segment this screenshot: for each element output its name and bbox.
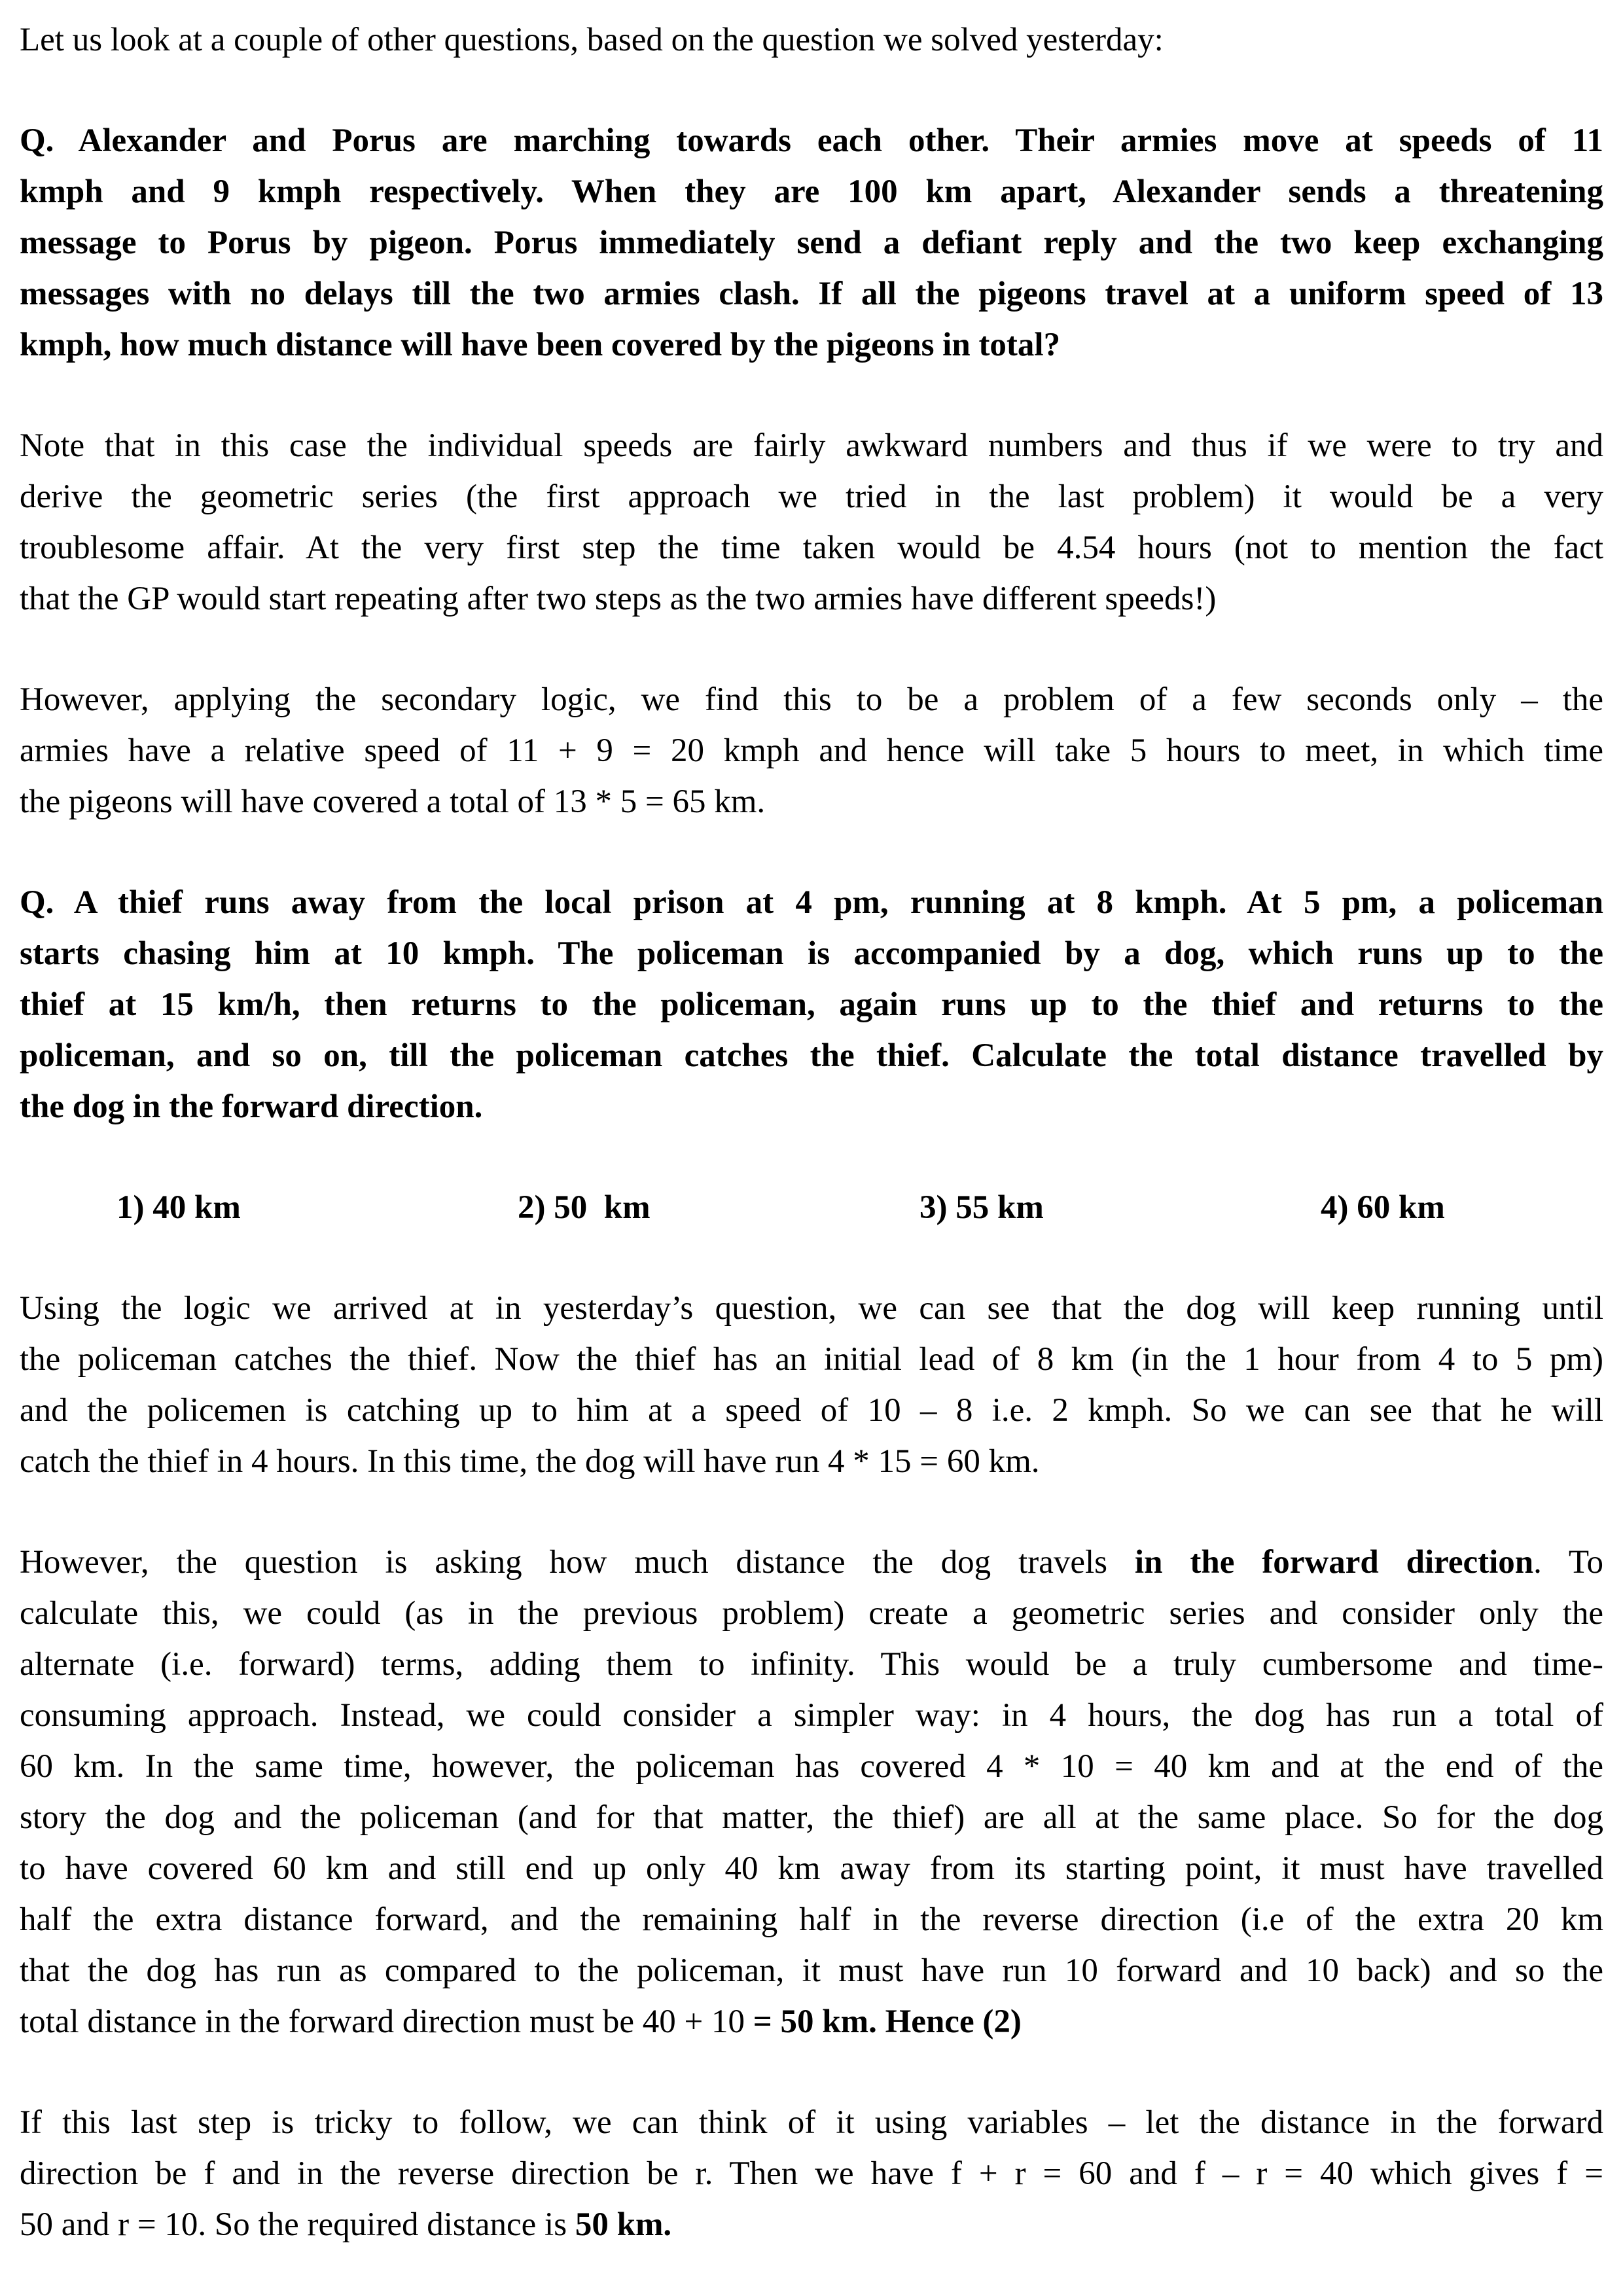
text-line xyxy=(20,471,1603,522)
text-run: troublesome affair. At the very first step the time taken would be 4.54 hours (not to mention the fact xyxy=(20,529,1603,566)
text-run: total distance in the forward direction must be 40 + 10 xyxy=(20,2003,753,2040)
text-line xyxy=(20,1283,1603,1334)
text-line xyxy=(20,14,1603,65)
option-2: 2) 50 km xyxy=(518,1189,651,1226)
text-run: kmph and 9 kmph respectively. When they are 100 km apart, Alexander sends a threatening xyxy=(20,173,1603,210)
text-run: If this last step is tricky to follow, we can think of it using variables – let the distance in the forward xyxy=(20,2104,1603,2141)
text-line xyxy=(20,319,1603,370)
text-run: the pigeons will have covered a total of 13 * 5 = 65 km. xyxy=(20,783,766,820)
text-line xyxy=(20,1639,1603,1690)
note-geometric-series xyxy=(20,420,1603,624)
text-line xyxy=(20,1741,1603,1792)
text-run: catch the thief in 4 hours. In this time, the dog will have run 4 * 15 = 60 km. xyxy=(20,1443,1040,1480)
text-run: 60 km. In the same time, however, the policeman has covered 4 * 10 = 40 km and at the end of the xyxy=(20,1748,1603,1785)
text-run: message to Porus by pigeon. Porus immediately send a defiant reply and the two keep exchanging xyxy=(20,224,1603,261)
text-line xyxy=(20,674,1603,725)
text-line xyxy=(20,1030,1603,1081)
text-run: Let us look at a couple of other questions, based on the question we solved yesterday: xyxy=(20,22,1164,58)
text-run: to have covered 60 km and still end up only 40 km away from its starting point, it must have travelled xyxy=(20,1850,1603,1887)
text-run: armies have a relative speed of 11 + 9 = 20 kmph and hence will take 5 hours to meet, in which time xyxy=(20,732,1603,769)
text-run: policeman, and so on, till the policeman catches the thief. Calculate the total distance travelled by xyxy=(20,1037,1603,1074)
text-line xyxy=(20,1334,1603,1385)
text-run: . To xyxy=(1533,1544,1604,1581)
text-run: 50 and r = 10. So the required distance is xyxy=(20,2206,575,2243)
solution-forward-distance xyxy=(20,1537,1603,2047)
text-run: Note that in this case the individual speeds are fairly awkward numbers and thus if we were to try and xyxy=(20,427,1603,464)
text-line xyxy=(20,776,1603,827)
question-dog xyxy=(20,877,1603,1132)
text-line xyxy=(20,1690,1603,1741)
text-run: the policeman catches the thief. Now the thief has an initial lead of 8 km (in the 1 hour from 4 to 5 pm) xyxy=(20,1341,1603,1378)
text-run: the dog in the forward direction. xyxy=(20,1088,483,1125)
text-line xyxy=(20,1588,1603,1639)
text-line xyxy=(20,1436,1603,1487)
text-line xyxy=(20,1792,1603,1843)
text-run: half the extra distance forward, and the remaining half in the reverse direction (i.e of the extra 20 km xyxy=(20,1901,1603,1938)
text-run: starts chasing him at 10 kmph. The policeman is accompanied by a dog, which runs up to the xyxy=(20,935,1603,972)
text-line xyxy=(20,1945,1603,1996)
text-run: messages with no delays till the two armies clash. If all the pigeons travel at a uniform speed of 13 xyxy=(20,276,1603,312)
answer-options xyxy=(20,1182,1603,1233)
option-4: 4) 60 km xyxy=(1321,1189,1445,1226)
option-3: 3) 55 km xyxy=(919,1189,1044,1226)
text-run: alternate (i.e. forward) terms, adding them to infinity. This would be a truly cumbersome and time- xyxy=(20,1646,1603,1683)
secondary-logic-paragraph xyxy=(20,674,1603,827)
text-line xyxy=(20,2097,1603,2148)
option-1: 1) 40 km xyxy=(116,1189,241,1226)
text-run: Q. A thief runs away from the local prison at 4 pm, running at 8 kmph. At 5 pm, a policeman xyxy=(20,884,1603,921)
text-line xyxy=(20,1537,1603,1588)
text-run: that the GP would start repeating after two steps as the two armies have different speeds!) xyxy=(20,581,1217,617)
text-line xyxy=(20,268,1603,319)
text-line xyxy=(20,522,1603,573)
text-line xyxy=(20,166,1603,217)
text-run: calculate this, we could (as in the previous problem) create a geometric series and consider only the xyxy=(20,1595,1603,1632)
text-line xyxy=(20,217,1603,268)
text-run: consuming approach. Instead, we could consider a simpler way: in 4 hours, the dog has run a total of xyxy=(20,1697,1603,1734)
text-run: kmph, how much distance will have been covered by the pigeons in total? xyxy=(20,327,1061,363)
text-run: However, applying the secondary logic, we find this to be a problem of a few seconds only – the xyxy=(20,681,1603,718)
text-run: and the policemen is catching up to him at a speed of 10 – 8 i.e. 2 kmph. So we can see that he will xyxy=(20,1392,1603,1429)
text-run: However, the question is asking how much distance the dog travels xyxy=(20,1544,1135,1581)
text-line xyxy=(20,420,1603,471)
text-line xyxy=(20,1894,1603,1945)
text-line xyxy=(20,1996,1603,2047)
text-line xyxy=(20,2148,1603,2199)
text-run: in the forward direction xyxy=(1134,1544,1534,1581)
question-pigeons xyxy=(20,115,1603,370)
text-line xyxy=(20,2199,1603,2250)
text-line xyxy=(20,1081,1603,1132)
text-run: Q. Alexander and Porus are marching towards each other. Their armies move at speeds of 11 xyxy=(20,122,1603,159)
text-run: 50 km. xyxy=(575,2206,672,2243)
text-run: = 50 km. Hence (2) xyxy=(753,2003,1022,2040)
text-line xyxy=(20,928,1603,979)
text-line xyxy=(20,115,1603,166)
text-run: direction be f and in the reverse direction be r. Then we have f + r = 60 and f – r = 40 which gives f = xyxy=(20,2155,1603,2192)
text-run: story the dog and the policeman (and for that matter, the thief) are all at the same place. So for the dog xyxy=(20,1799,1603,1836)
solution-variables xyxy=(20,2097,1603,2250)
text-line xyxy=(20,979,1603,1030)
intro-paragraph xyxy=(20,14,1603,65)
text-line xyxy=(20,1843,1603,1894)
text-line xyxy=(20,1385,1603,1436)
text-line xyxy=(20,877,1603,928)
solution-catch-time xyxy=(20,1283,1603,1487)
text-line xyxy=(20,725,1603,776)
text-line xyxy=(20,573,1603,624)
text-run: thief at 15 km/h, then returns to the policeman, again runs up to the thief and returns to the xyxy=(20,986,1603,1023)
text-run: that the dog has run as compared to the policeman, it must have run 10 forward and 10 back) and so the xyxy=(20,1952,1603,1989)
text-run: derive the geometric series (the first approach we tried in the last problem) it would be a very xyxy=(20,478,1603,515)
text-run: Using the logic we arrived at in yesterday’s question, we can see that the dog will keep running until xyxy=(20,1290,1603,1327)
